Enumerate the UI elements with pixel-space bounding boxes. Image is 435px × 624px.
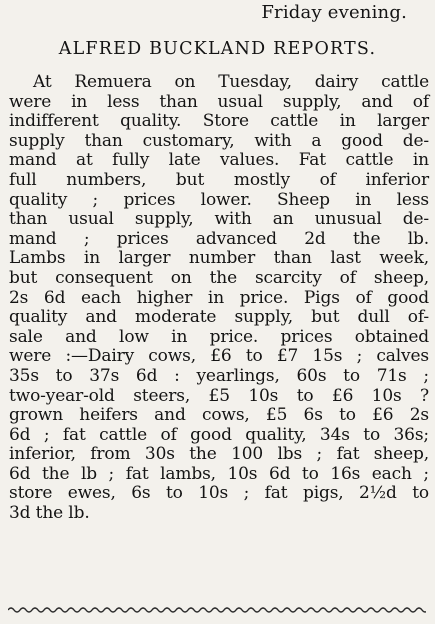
dateline: Friday evening. (261, 2, 407, 23)
article-line: 6d the lb ; fat lambs, 10s 6d to 16s each ; (9, 463, 429, 484)
article-line: 2s 6d each higher in price. Pigs of good (9, 287, 429, 308)
article-line: At Remuera on Tuesday, dairy cattle (33, 72, 429, 92)
article-line: were in less than usual supply, and of (9, 91, 429, 112)
article-line: indifferent quality. Store cattle in larger (9, 111, 429, 132)
article-line: Lambs in larger number than last week, (9, 248, 429, 269)
article-line: inferior, from 30s the 100 lbs ; fat sheep, (9, 444, 429, 465)
article-line: two-year-old steers, £5 10s to £6 10s ? (9, 385, 429, 406)
article-line: quality and moderate supply, but dull of- (9, 307, 429, 328)
article-line: quality ; prices lower. Sheep in less (9, 189, 429, 210)
article-body (9, 73, 429, 524)
article-line: grown heifers and cows, £5 6s to £6 2s (9, 405, 429, 426)
article-line: 6d ; fat cattle of good quality, 34s to 36s; (9, 424, 429, 445)
article-line: but consequent on the scarcity of sheep, (9, 267, 429, 288)
article-line: 35s to 37s 6d : yearlings, 60s to 71s ; (9, 365, 429, 386)
article-line: mand ; prices advanced 2d the lb. (9, 228, 429, 249)
article-line: supply than customary, with a good de- (9, 130, 429, 151)
article-line: 3d the lb. (9, 503, 90, 524)
article-line: were :—Dairy cows, £6 to £7 15s ; calves (9, 346, 429, 367)
article-line: sale and low in price. prices obtained (9, 326, 429, 347)
article-line: store ewes, 6s to 10s ; fat pigs, 2½d to (9, 483, 429, 504)
article-line: mand at fully late values. Fat cattle in (9, 150, 429, 171)
article-line: full numbers, but mostly of inferior (9, 169, 429, 190)
article-line: than usual supply, with an unusual de- (9, 209, 429, 230)
article-headline: ALFRED BUCKLAND REPORTS. (58, 39, 377, 59)
wavy-divider (8, 604, 426, 616)
